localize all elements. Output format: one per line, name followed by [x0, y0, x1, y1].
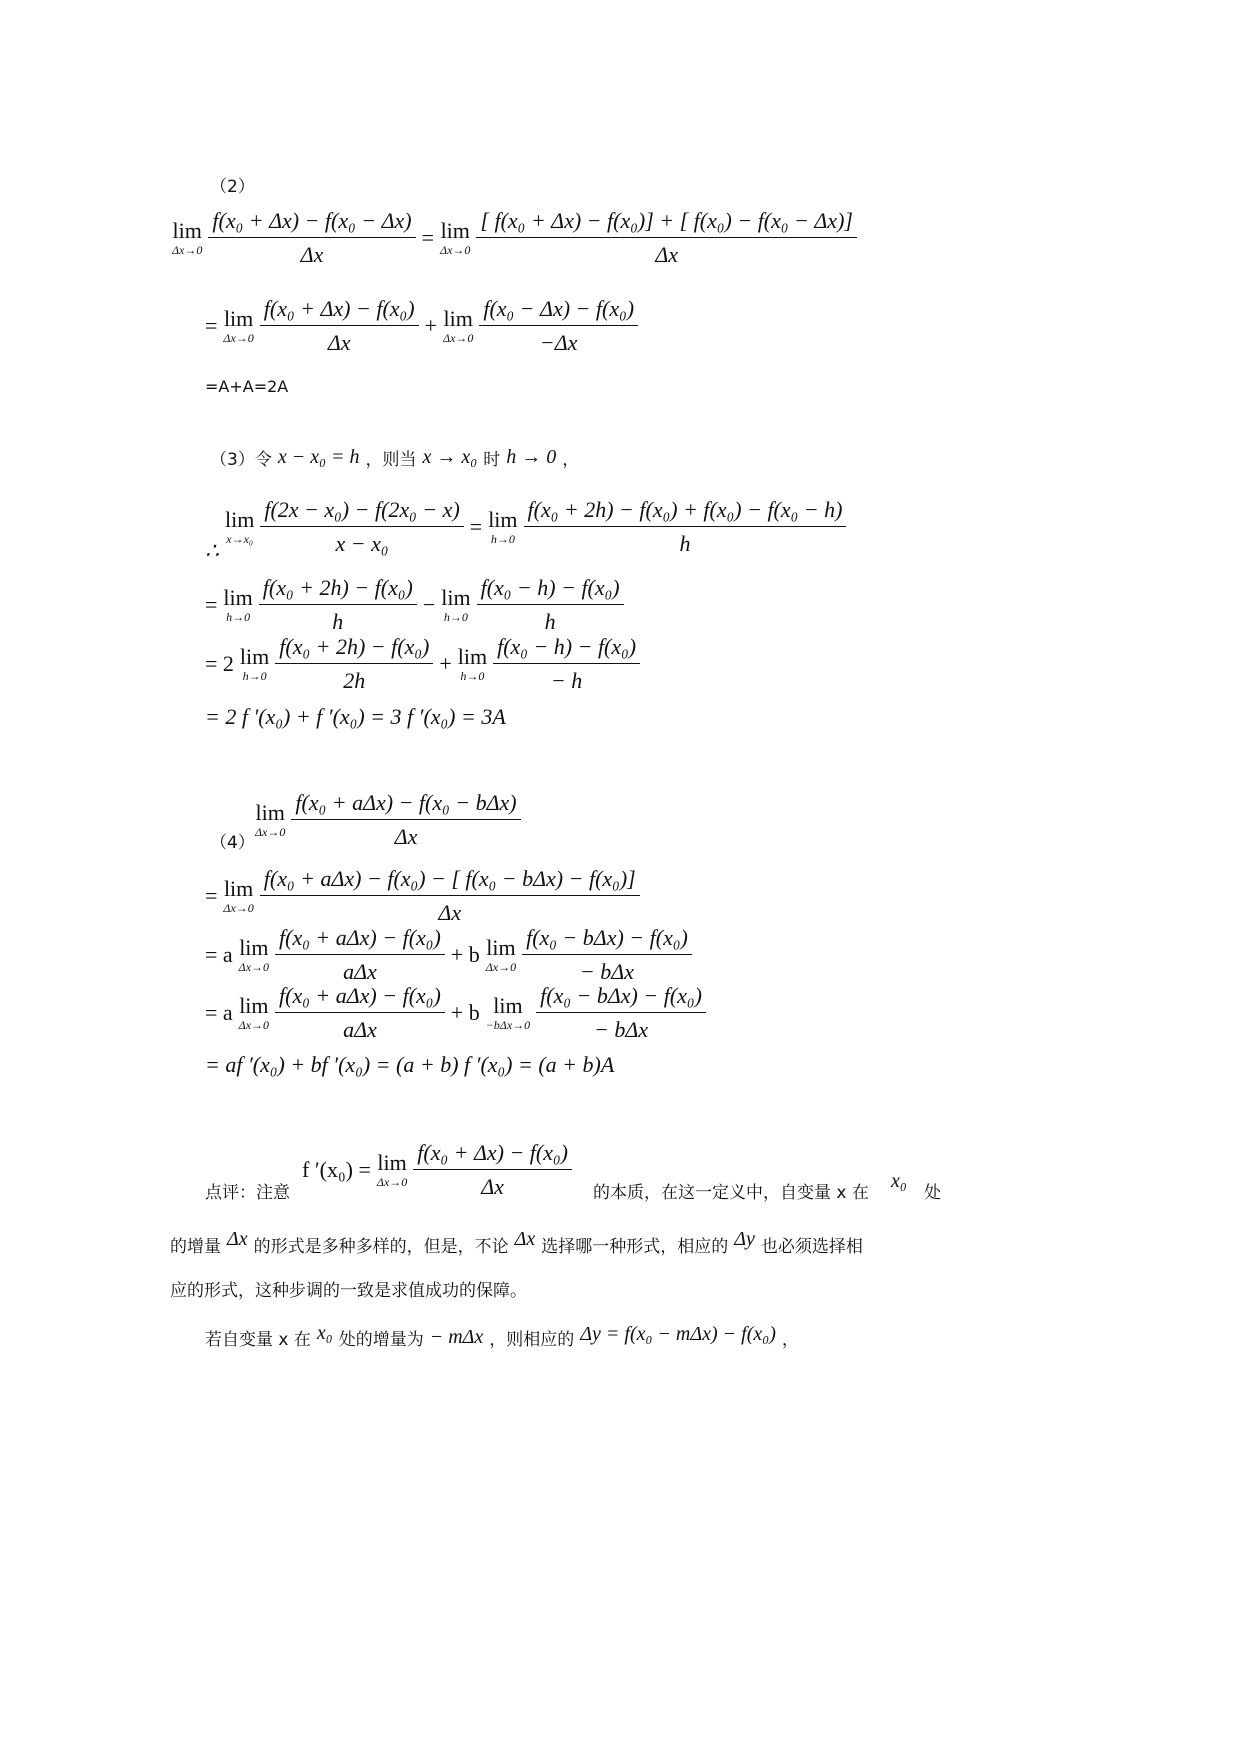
fraction: $\frac{\text{f(x₀ + Δx) − f(x₀)}}{\Delta x}$: [260, 296, 419, 356]
part3-equation-line2: = lim h→0 $\frac{\text{f(x₀ + 2h) − f(x₀)}}{h}$ − lim h→0 $\frac{\text{f(x₀ − h) − f(x₀)}}{h}$: [205, 575, 624, 635]
limit-operator: lim h→0: [223, 585, 253, 624]
limit-operator: lim h→0: [488, 507, 518, 546]
part4-label: （4）: [210, 833, 255, 853]
part4-expression: [255, 790, 521, 850]
fraction: $\frac{\text{f(x₀ + 2h) − f(x₀)}}{2h}$: [275, 634, 433, 694]
fraction: $\frac{\text{f(x₀ + Δx) − f(x₀)}}{\Delta x}$: [413, 1140, 572, 1200]
fraction: $\frac{\text{f(x₀ − h) − f(x₀)}}{- h}$: [493, 634, 640, 694]
part3-substitution: （3）令 x − x₀ = h ，则当 x → x₀ 时 h → 0 ，: [210, 446, 580, 470]
fraction: $\frac{\text{f(x₀ + 2h) − f(x₀) + f(x₀) − f(x₀ − h)}}{h}$: [524, 497, 847, 557]
part4-equation-line1: = lim Δx→0 $\frac{\text{f(x₀ + aΔx) − f(x₀) − [ f(x₀ − bΔx) − f(x₀)]}}{\Delta x}$: [205, 866, 640, 926]
derivative-definition: f ′(x₀) = lim Δx→0 $\frac{\text{f(x₀ + Δx) − f(x₀)}}{\Delta x}$: [302, 1140, 572, 1200]
limit-operator: lim h→0: [441, 585, 471, 624]
fraction: $\frac{\text{f(x₀ − h) − f(x₀)}}{h}$: [477, 575, 624, 635]
limit-operator: lim Δx→0: [172, 218, 203, 257]
comment-text-1b: 处: [924, 1183, 941, 1203]
limit-operator: lim Δx→0: [223, 876, 254, 915]
comment-line-3: 应的形式，这种步调的一致是求值成功的保障。: [170, 1281, 527, 1301]
limit-operator: lim Δx→0: [238, 935, 270, 974]
comment-text-1: 的本质，在这一定义中，自变量 x 在: [593, 1183, 869, 1203]
part2-equation-line1: lim Δx→0 $\frac{\text{f(x₀ + Δx) − f(x₀ − Δx)}}{\Delta x}$ = lim Δx→0 $\frac{\text{[ f(x₀ + Δx) − f(x₀)] + [ f(x₀) − f(x₀ − Δx)]}}{\Delta x}$: [172, 208, 857, 268]
limit-operator: lim Δx→0: [223, 306, 254, 345]
fraction: $\frac{\text{f(x₀ + Δx) − f(x₀ − Δx)}}{\Delta x}$: [208, 208, 415, 268]
therefore-symbol: ∴: [205, 538, 219, 563]
limit-operator: lim Δx→0: [440, 218, 471, 257]
fraction: $\frac{\text{f(2x − x₀) − f(2x₀ − x)}}{\text{x − x₀}}$: [260, 497, 463, 557]
fraction: $\frac{\text{f(x₀ + aΔx) − f(x₀)}}{\text{aΔx}}$: [275, 983, 445, 1043]
comment-line-2: 的增量 Δx 的形式是多种多样的，但是，不论 Δx 选择哪一种形式，相应的 Δy 也必须选择相: [170, 1228, 863, 1257]
limit-operator: lim Δx→0: [376, 1150, 408, 1189]
part4-equation-line2: = a lim Δx→0 $\frac{\text{f(x₀ + aΔx) − f(x₀)}}{\text{aΔx}}$ + b lim Δx→0 $\frac{\text{f(x₀ − bΔx) − f(x₀)}}{\text{− bΔx}}$: [205, 925, 692, 985]
fraction: $\frac{\text{f(x₀ + aΔx) − f(x₀)}}{\text{aΔx}}$: [275, 925, 445, 985]
fraction: $\frac{\text{f(x₀ + aΔx) − f(x₀) − [ f(x₀ − bΔx) − f(x₀)]}}{\Delta x}$: [260, 866, 640, 926]
part2-result: =A+A=2A: [205, 377, 289, 396]
limit-operator: lim h→0: [239, 644, 270, 683]
fraction: $\frac{\text{f(x₀ − bΔx) − f(x₀)}}{\text{− bΔx}}$: [522, 925, 692, 985]
x0-symbol: x₀: [891, 1170, 907, 1192]
part4-result: = af ′(x₀) + bf ′(x₀) = (a + b) f ′(x₀) = (a + b)A: [205, 1052, 615, 1077]
part4-equation-line3: = a lim Δx→0 $\frac{\text{f(x₀ + aΔx) − f(x₀)}}{\text{aΔx}}$ + b lim −bΔx→0 $\frac{\text{f(x₀ − bΔx) − f(x₀)}}{\text{− bΔx}}$: [205, 983, 706, 1043]
fraction: $\frac{\text{[ f(x₀ + Δx) − f(x₀)] + [ f(x₀) − f(x₀ − Δx)]}}{\Delta x}$: [476, 208, 857, 268]
limit-operator: lim Δx→0: [442, 306, 474, 345]
limit-operator: lim x→x₀: [225, 507, 255, 546]
part2-equation-line2: = lim Δx→0 $\frac{\text{f(x₀ + Δx) − f(x₀)}}{\Delta x}$ + lim Δx→0 $\frac{\text{f(x₀ − Δx) − f(x₀)}}{-\Delta x}$: [205, 296, 638, 356]
limit-operator: lim −bΔx→0: [485, 993, 531, 1032]
fraction: $\frac{\text{f(x₀ − bΔx) − f(x₀)}}{\text{− bΔx}}$: [536, 983, 706, 1043]
part3-equation-line3: = 2 lim h→0 $\frac{\text{f(x₀ + 2h) − f(x₀)}}{2h}$ + lim h→0 $\frac{\text{f(x₀ − h) − f(x₀)}}{- h}$: [205, 634, 640, 694]
part3-result: = 2 f ′(x₀) + f ′(x₀) = 3 f ′(x₀) = 3A: [205, 704, 506, 729]
comment-lead: 点评：注意: [205, 1183, 290, 1203]
limit-operator: lim Δx→0: [485, 935, 517, 974]
limit-operator: lim h→0: [457, 644, 488, 683]
fraction: $\frac{\text{f(x₀ − Δx) − f(x₀)}}{-\Delta x}$: [479, 296, 638, 356]
comment-line-4: 若自变量 x 在 x₀ 处的增量为 − mΔx ，则相应的 Δy = f(x₀ − mΔx) − f(x₀) ，: [205, 1322, 799, 1350]
part3-equation-line1: lim x→x₀ $\frac{\text{f(2x − x₀) − f(2x₀ − x)}}{\text{x − x₀}}$ = lim h→0 $\frac{\text{f(x₀ + 2h) − f(x₀) + f(x₀) − f(x₀ − h)}}{h}$: [225, 497, 846, 557]
limit-operator: lim Δx→0: [238, 993, 270, 1032]
part2-label: （2）: [210, 177, 255, 197]
limit-operator: lim Δx→0: [255, 800, 286, 839]
fraction: $\frac{\text{f(x₀ + aΔx) − f(x₀ − bΔx)}}{\Delta x}$: [291, 790, 520, 850]
fraction: $\frac{\text{f(x₀ + 2h) − f(x₀)}}{h}$: [259, 575, 417, 635]
